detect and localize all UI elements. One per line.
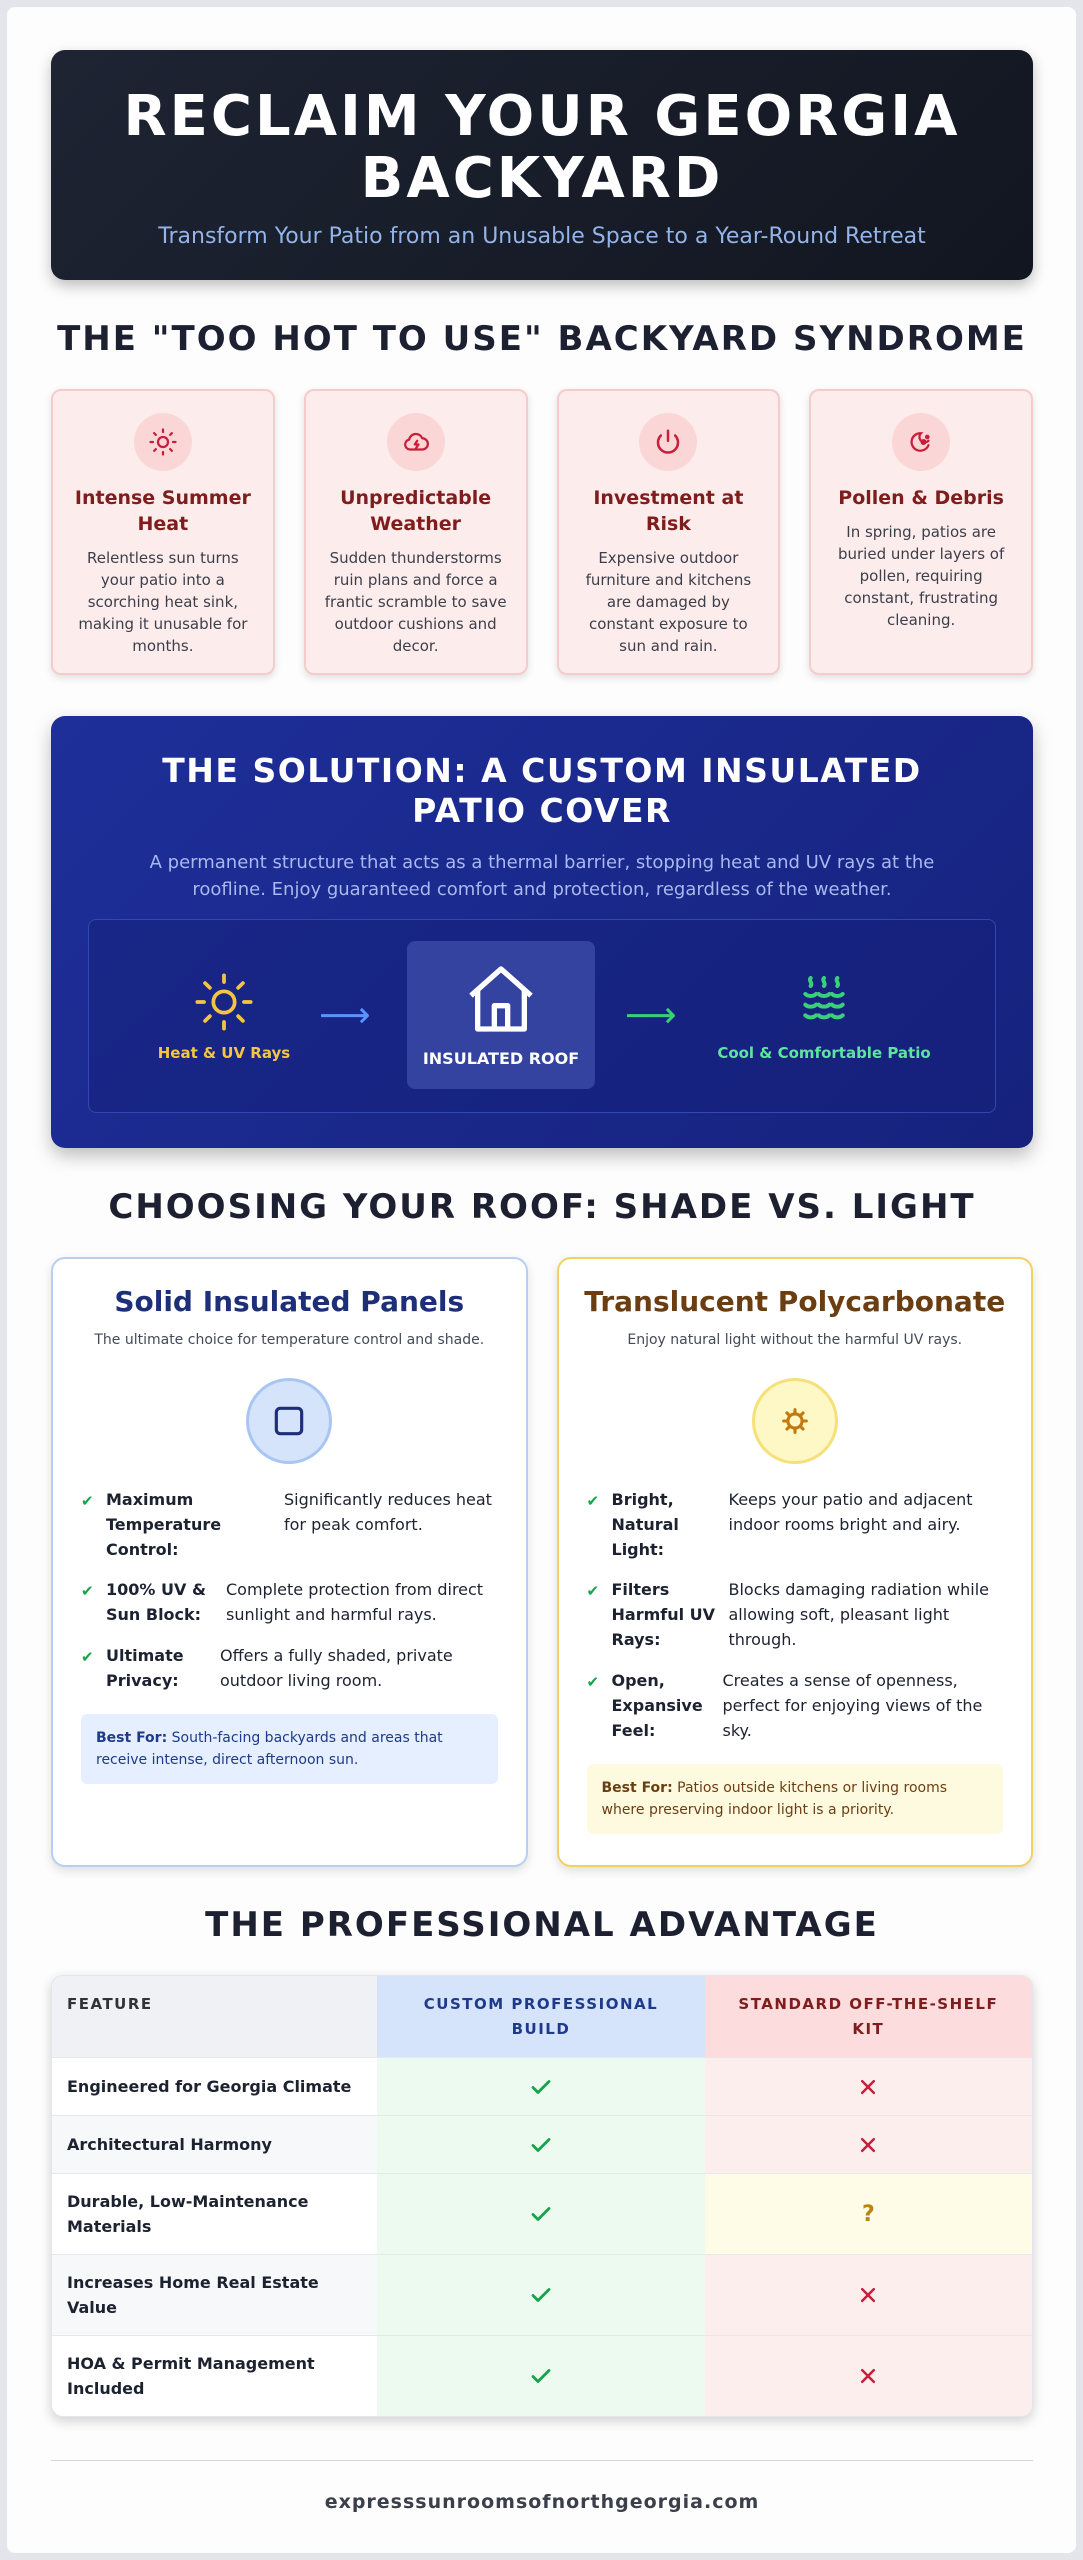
solid-panels-card bbox=[51, 1257, 528, 1867]
feature-description: Creates a sense of openness, perfect for enjoying views of the sky. bbox=[722, 1671, 983, 1740]
best-for-label: Best For: bbox=[96, 1730, 168, 1746]
arrow-right-icon: ⟶ bbox=[625, 995, 677, 1036]
table-row bbox=[52, 2116, 1032, 2174]
problem-card-title: Pollen & Debris bbox=[838, 487, 1004, 509]
feature-label: Maximum Temperature Control: bbox=[106, 1490, 222, 1559]
table-header-row bbox=[52, 1976, 1032, 2058]
problem-card-title: Investment at Risk bbox=[593, 487, 744, 535]
problem-card-text: Relentless sun turns your patio into a scorching heat sink, making it unusable for months. bbox=[78, 549, 248, 655]
hero-subtitle: Transform Your Patio from an Unusable Space to a Year-Round Retreat bbox=[158, 224, 926, 249]
cross-icon bbox=[705, 2255, 1032, 2335]
feature-description: Complete protection from direct sunlight and harmful rays. bbox=[226, 1580, 484, 1624]
feature-description: Keeps your patio and adjacent indoor rooms bright and airy. bbox=[728, 1490, 973, 1534]
pollen-icon bbox=[892, 413, 950, 471]
sun-icon bbox=[192, 970, 256, 1034]
table-row bbox=[52, 2058, 1032, 2116]
light-icon bbox=[752, 1378, 838, 1464]
check-icon bbox=[377, 2058, 704, 2115]
house-icon bbox=[461, 959, 541, 1039]
feature-cell: Architectural Harmony bbox=[52, 2116, 377, 2173]
cool-patio-node bbox=[709, 970, 939, 1062]
heat-uv-node bbox=[149, 970, 299, 1062]
problem-card-heat bbox=[51, 389, 275, 675]
footer-divider bbox=[51, 2460, 1033, 2461]
problem-cards bbox=[51, 389, 1033, 675]
insulated-roof-label: INSULATED ROOF bbox=[422, 1049, 580, 1068]
best-for-box bbox=[587, 1764, 1004, 1834]
best-for-box bbox=[81, 1714, 498, 1784]
solution-description: A permanent structure that acts as a thermal barrier, stopping heat and UV rays at the roofline. Enjoy guaranteed comfort and protection, regardless of the weather. bbox=[149, 852, 935, 900]
solution-section bbox=[51, 716, 1033, 1148]
advantage-title: THE PROFESSIONAL ADVANTAGE bbox=[205, 1905, 879, 1945]
check-icon: ✔ bbox=[81, 1648, 94, 1666]
check-icon: ✔ bbox=[586, 1492, 600, 1510]
problem-card-text: Expensive outdoor furniture and kitchens are damaged by constant exposure to sun and rain. bbox=[585, 549, 752, 655]
feature-label: Filters Harmful UV Rays: bbox=[611, 1580, 716, 1649]
check-icon: ✔ bbox=[81, 1492, 94, 1510]
translucent-title: Translucent Polycarbonate bbox=[584, 1285, 1006, 1318]
check-icon bbox=[377, 2174, 704, 2254]
translucent-tagline: Enjoy natural light without the harmful UV rays. bbox=[627, 1332, 963, 1348]
feature-cell: Increases Home Real Estate Value bbox=[52, 2255, 377, 2335]
cool-patio-label: Cool & Comfortable Patio bbox=[717, 1044, 931, 1062]
cross-icon bbox=[705, 2336, 1032, 2416]
table-row bbox=[52, 2336, 1032, 2416]
problem-card-text: Sudden thunderstorms ruin plans and force a frantic scramble to save outdoor cushions and decor. bbox=[324, 549, 507, 655]
table-row bbox=[52, 2255, 1032, 2336]
cross-icon bbox=[705, 2058, 1032, 2115]
solution-title: THE SOLUTION: A CUSTOM INSULATED PATIO COVER bbox=[162, 751, 922, 830]
question-mark: ? bbox=[861, 2201, 875, 2227]
solid-panels-tagline: The ultimate choice for temperature control and shade. bbox=[94, 1332, 485, 1348]
feature-label: 100% UV & Sun Block: bbox=[106, 1580, 206, 1624]
insulated-roof-node bbox=[407, 941, 595, 1089]
feature-description: Significantly reduces heat for peak comfort. bbox=[284, 1490, 492, 1534]
feature-label: Bright, Natural Light: bbox=[611, 1490, 679, 1559]
check-icon bbox=[377, 2116, 704, 2173]
feature-cell: Engineered for Georgia Climate bbox=[67, 2077, 352, 2096]
square-icon bbox=[246, 1378, 332, 1464]
header-standard: STANDARD OFF-THE-SHELF KIT bbox=[705, 1976, 1032, 2057]
feature-cell: Durable, Low-Maintenance Materials bbox=[67, 2192, 309, 2236]
feature-cell: HOA & Permit Management Included bbox=[67, 2354, 315, 2398]
check-icon: ✔ bbox=[81, 1582, 94, 1600]
hero-title: RECLAIM YOUR GEORGIA BACKYARD bbox=[123, 84, 961, 211]
choices-title: CHOOSING YOUR ROOF: SHADE VS. LIGHT bbox=[108, 1187, 976, 1227]
best-for-text: Patios outside kitchens or living rooms where preserving indoor light is a priority. bbox=[601, 1780, 948, 1818]
arrow-right-icon: ⟶ bbox=[319, 995, 371, 1036]
problem-card-pollen bbox=[809, 389, 1033, 675]
heat-uv-label: Heat & UV Rays bbox=[157, 1044, 291, 1062]
question-icon bbox=[705, 2174, 1032, 2254]
best-for-label: Best For: bbox=[601, 1780, 673, 1796]
cross-icon bbox=[705, 2116, 1032, 2173]
feature-label: Ultimate Privacy: bbox=[106, 1646, 184, 1690]
roof-choice-cards bbox=[51, 1257, 1033, 1867]
solution-diagram bbox=[88, 919, 996, 1113]
sun-icon bbox=[134, 413, 192, 471]
footer-website-link[interactable]: expresssunroomsofnorthgeorgia.com bbox=[324, 2491, 760, 2513]
check-icon: ✔ bbox=[586, 1673, 600, 1691]
feature-label: Open, Expansive Feel: bbox=[611, 1671, 703, 1740]
translucent-card bbox=[557, 1257, 1034, 1867]
feature-description: Offers a fully shaded, private outdoor living room. bbox=[220, 1646, 453, 1690]
table-row bbox=[52, 2174, 1032, 2255]
best-for-text: South-facing backyards and areas that receive intense, direct afternoon sun. bbox=[96, 1730, 443, 1768]
solid-panels-title: Solid Insulated Panels bbox=[114, 1285, 465, 1318]
header-feature: FEATURE bbox=[52, 1976, 377, 2057]
hero-banner bbox=[51, 50, 1033, 280]
problem-card-investment bbox=[557, 389, 781, 675]
check-icon: ✔ bbox=[586, 1582, 600, 1600]
problem-card-text: In spring, patios are buried under layers of pollen, requiring constant, frustrating cleaning. bbox=[837, 523, 1005, 629]
comparison-table bbox=[51, 1975, 1033, 2417]
check-icon bbox=[377, 2255, 704, 2335]
problems-title: THE "TOO HOT TO USE" BACKYARD SYNDROME bbox=[57, 319, 1027, 359]
problem-card-weather bbox=[304, 389, 528, 675]
header-custom: CUSTOM PROFESSIONAL BUILD bbox=[377, 1976, 704, 2057]
problem-card-title: Intense Summer Heat bbox=[74, 487, 251, 535]
cool-waves-icon bbox=[792, 970, 856, 1034]
feature-description: Blocks damaging radiation while allowing soft, pleasant light through. bbox=[728, 1580, 990, 1649]
check-icon bbox=[377, 2336, 704, 2416]
power-icon bbox=[639, 413, 697, 471]
infographic-page bbox=[7, 7, 1076, 2553]
problem-card-title: Unpredictable Weather bbox=[340, 487, 492, 535]
storm-cloud-icon bbox=[387, 413, 445, 471]
